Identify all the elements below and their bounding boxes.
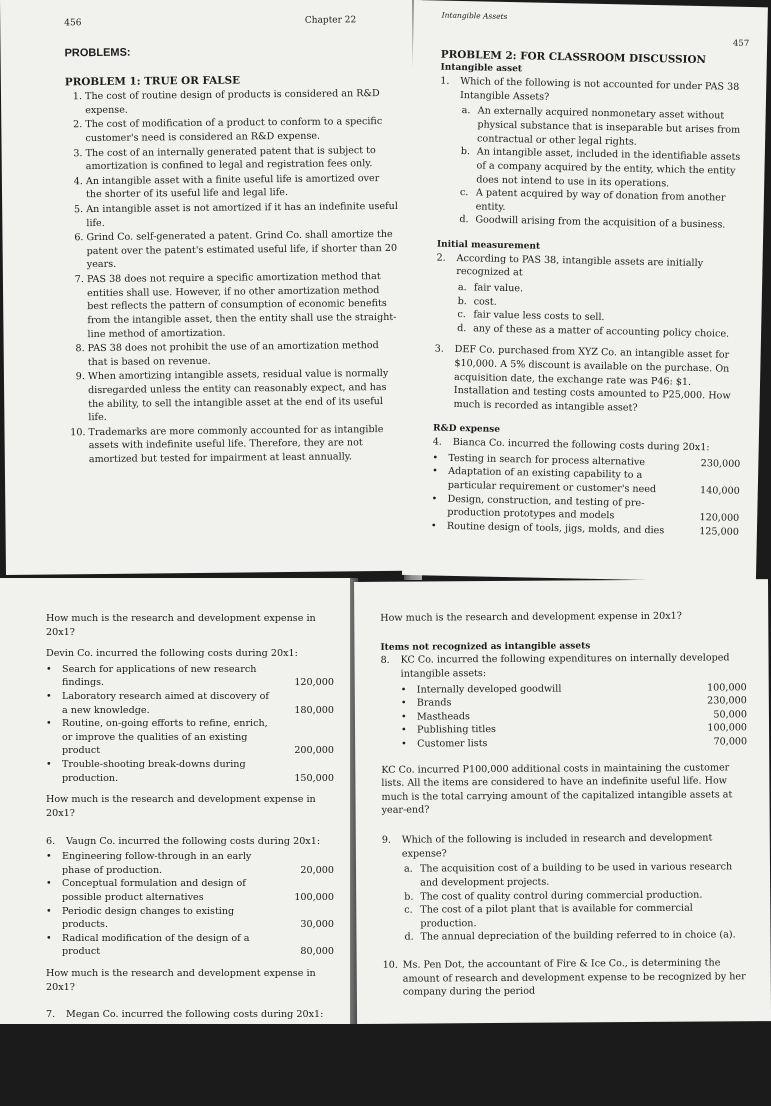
question-9: 9. Which of the following is included in research and development expense? (382, 831, 748, 861)
question-7: 7. Megan Co. incurred the following costs during 20x1: (46, 1009, 324, 1021)
list-item: 1. The cost of routine design of products is considered an R&D expense. (85, 87, 397, 117)
table-row: • Publishing titles 100,000 (401, 722, 748, 737)
option: a. An externally acquired nonmonetary asset without physical substance that is inseparable but arises from contractual or other legal rights. (461, 105, 741, 148)
question-text: Ms. Pen Dot, the accountant of Fire & Ice Co., is determining the amount of research and development expense to be recognized by her company during the period (402, 957, 746, 998)
prompt: How much is the research and development expense in 20x1? (46, 794, 316, 819)
cost-table (46, 663, 334, 785)
cost-table (431, 451, 741, 539)
question-text: Bianca Co. incurred the following costs during 20x1: (452, 437, 710, 454)
list-item: 10. Trademarks are more commonly accounted for as intangible assets with indefinite useful life. Therefore, they are not amortized but tested for impairment at least annually. (88, 423, 400, 467)
table-row: • Conceptual formulation and design of possible product alternatives 100,000 (46, 878, 334, 903)
question-text: Which of the following is included in research and development expense? (401, 832, 713, 860)
section-items-not-recognized: Items not recognized as intangible assets (380, 640, 591, 653)
table-row: • Search for applications of new research findings. 120,000 (46, 663, 334, 689)
table-row: • Customer lists 70,000 (401, 736, 748, 750)
table-row: • Engineering follow-through in an early phase of production. 20,000 (46, 851, 334, 876)
table-row: • Brands 230,000 (400, 695, 747, 709)
question-1: 1. Which of the following is not accounted for under PAS 38 Intangible Assets? (440, 75, 749, 109)
true-false-list (65, 87, 401, 467)
table-row: • Periodic design changes to existing products. 30,000 (46, 905, 334, 931)
list-item: 6. Grind Co. self-generated a patent. Grind Co. shall amortize the patent over the patent's estimated useful life, if shorter than 20 years. (86, 228, 398, 272)
question-text: DEF Co. purchased from XYZ Co. an intangible asset for $10,000. A 5% discount is available on the purchase. On acquisition date, the exchange rate was P46: $1. Installation and testing costs amounted to P25,000. How much is recorded as intangible asset? (453, 344, 731, 414)
prompt: How much is the research and development expense in 20x1? (46, 968, 316, 993)
table-row: • Routine, on-going efforts to refine, enrich, or improve the qualities of an existing product 200,000 (46, 718, 334, 757)
option: c. fair value less costs to sell. (457, 309, 605, 324)
option: c. A patent acquired by way of donation from another entity. (459, 187, 726, 213)
cost-table (401, 681, 747, 751)
question-5 (46, 647, 334, 661)
option: b. The cost of quality control during commercial production. (404, 889, 703, 903)
section-initial-measurement: Initial measurement (436, 239, 541, 252)
section-intangible-asset: Intangible asset (440, 63, 523, 75)
page-number: 457 (732, 38, 750, 49)
question-3: 3. DEF Co. purchased from XYZ Co. an intangible asset for $10,000. A 5% discount is available on the purchase. On acquisition date, the exchange rate was P46: $1. Installation and testing costs amounted to P25,000. How much is recorded as intangible asset? (433, 343, 742, 417)
question-4: 4. Bianca Co. incurred the following costs during 20x1: (432, 436, 710, 454)
table-row: • Trouble-shooting break-downs during production. 150,000 (46, 759, 334, 784)
question-text: According to PAS 38, intangible assets are initially recognized at (456, 252, 704, 279)
question-8-followup: KC Co. incurred P100,000 additional costs in maintaining the customer lists. All the items are considered to have an indefinite useful life. How much is the total carrying amount of the capitalized intangible assets at year-end? (381, 762, 733, 817)
question-text: Which of the following is not accounted for under PAS 38 Intangible Assets? (459, 76, 740, 103)
option: b. cost. (457, 295, 497, 308)
question-text: KC Co. incurred the following expenditures on internally developed intangible assets: (400, 652, 730, 680)
option: d. The annual depreciation of the building referred to in choice (a). (404, 929, 736, 943)
question-2: 2. According to PAS 38, intangible assets are initially recognized at (436, 251, 745, 285)
question-8: 8. KC Co. incurred the following expenditures on internally developed intangible assets: (381, 652, 747, 682)
page-457 (402, 0, 768, 582)
table-row: • Laboratory research aimed at discovery of a new knowledge. 180,000 (46, 691, 334, 716)
chapter-label: Chapter 22 (304, 15, 357, 26)
table-row: • Design, construction, and testing of pre-production prototypes and models 120,000 (431, 493, 740, 525)
list-item: 3. The cost of an internally generated patent that is subject to amortization is confined to legal and registration fees only. (86, 143, 398, 173)
table-row: • Routine design of tools, jigs, molds, and dies 125,000 (430, 520, 740, 538)
list-item: 2. The cost of modification of a product to conform to a specific customer's need is considered an R&D expense. (85, 115, 397, 145)
option: c. The cost of a pilot plant that is available for commercial production. (404, 902, 693, 930)
list-item: 5. An intangible asset is not amortized if it has an indefinite useful life. (86, 200, 398, 230)
question-2-options (457, 281, 744, 341)
question-text: Vaugn Co. incurred the following costs during 20x1: (66, 835, 321, 847)
question-1-options (459, 104, 748, 232)
question-9-options (404, 861, 749, 945)
question-text: Devin Co. incurred the following costs during 20x1: (46, 648, 298, 660)
cost-table (46, 1024, 334, 1106)
table-row: • Design of tools, jigs, and dies involving new (46, 1079, 253, 1104)
table-row: • Testing in search for process alternative 230,000 (432, 452, 741, 470)
list-item: 7. PAS 38 does not require a specific amortization method that entities shall use. However, if no other amortization method best reflects the pattern of consumption of economic benefits from the intangible asset, then the entity shall use the straight-line method of amortization. (87, 270, 400, 341)
problems-heading: PROBLEMS: (64, 46, 131, 60)
cost-table (46, 850, 334, 959)
page-bottom-right (354, 579, 771, 1024)
prompt: How much is the research and development expense in 20x1? (46, 613, 316, 638)
option: d. Goodwill arising from the acquisition of a business. (459, 214, 726, 231)
list-item: 9. When amortizing intangible assets, residual value is normally disregarded unless the entity can reasonably expect, and has the ability, to sell the intangible asset at the end of its useful life. (88, 367, 401, 425)
option: a. fair value. (457, 281, 524, 295)
option: b. An intangible asset, included in the identifiable assets of a company acquired by the entity, which the entity does not intend to use in its operations. (460, 146, 741, 189)
page-bottom-left (0, 578, 350, 1104)
question-text: Megan Co. incurred the following costs during 20x1: (66, 1009, 324, 1021)
section-rd-expense: R&D expense (432, 423, 501, 436)
page-456 (0, 0, 418, 575)
table-row: • Mastheads 50,000 (400, 709, 747, 723)
page-header (64, 14, 396, 30)
running-head: Intangible Assets (441, 10, 508, 21)
problem2-title: PROBLEM 2: FOR CLASSROOM DISCUSSION (440, 48, 707, 66)
page-number: 456 (64, 18, 82, 29)
table-row: • Adaptation of an existing capability to a particular requirement or customer's need 140,000 (432, 465, 740, 497)
question-10: 10. Ms. Pen Dot, the accountant of Fire & Ice Co., is determining the amount of research and development expense to be recognized by her company during the period (383, 956, 749, 999)
table-row: • Radical modification of the design of a product 80,000 (46, 932, 334, 958)
question-6: 6. Vaugn Co. incurred the following costs during 20x1: (46, 835, 321, 847)
problem1-title: PROBLEM 1: TRUE OR FALSE (64, 74, 241, 89)
option: a. The acquisition cost of a building to be used in various research and development projects. (403, 861, 733, 889)
list-item: 8. PAS 38 does not prohibit the use of an amortization method that is based on revenue. (88, 339, 400, 369)
option: d. any of these as a matter of accounting policy choice. (457, 322, 730, 340)
list-item: 4. An intangible asset with a finite useful life is amortized over the shorter of its useful life and legal life. (86, 172, 398, 202)
prompt: How much is the research and development expense in 20x1? (380, 610, 682, 624)
table-row: • Activities directed to the development of knowledge, including the design and construction engineering of a prototype equipment 4,800,000 (46, 1024, 334, 1077)
table-row: • Internally developed goodwill 100,000 (400, 681, 747, 696)
